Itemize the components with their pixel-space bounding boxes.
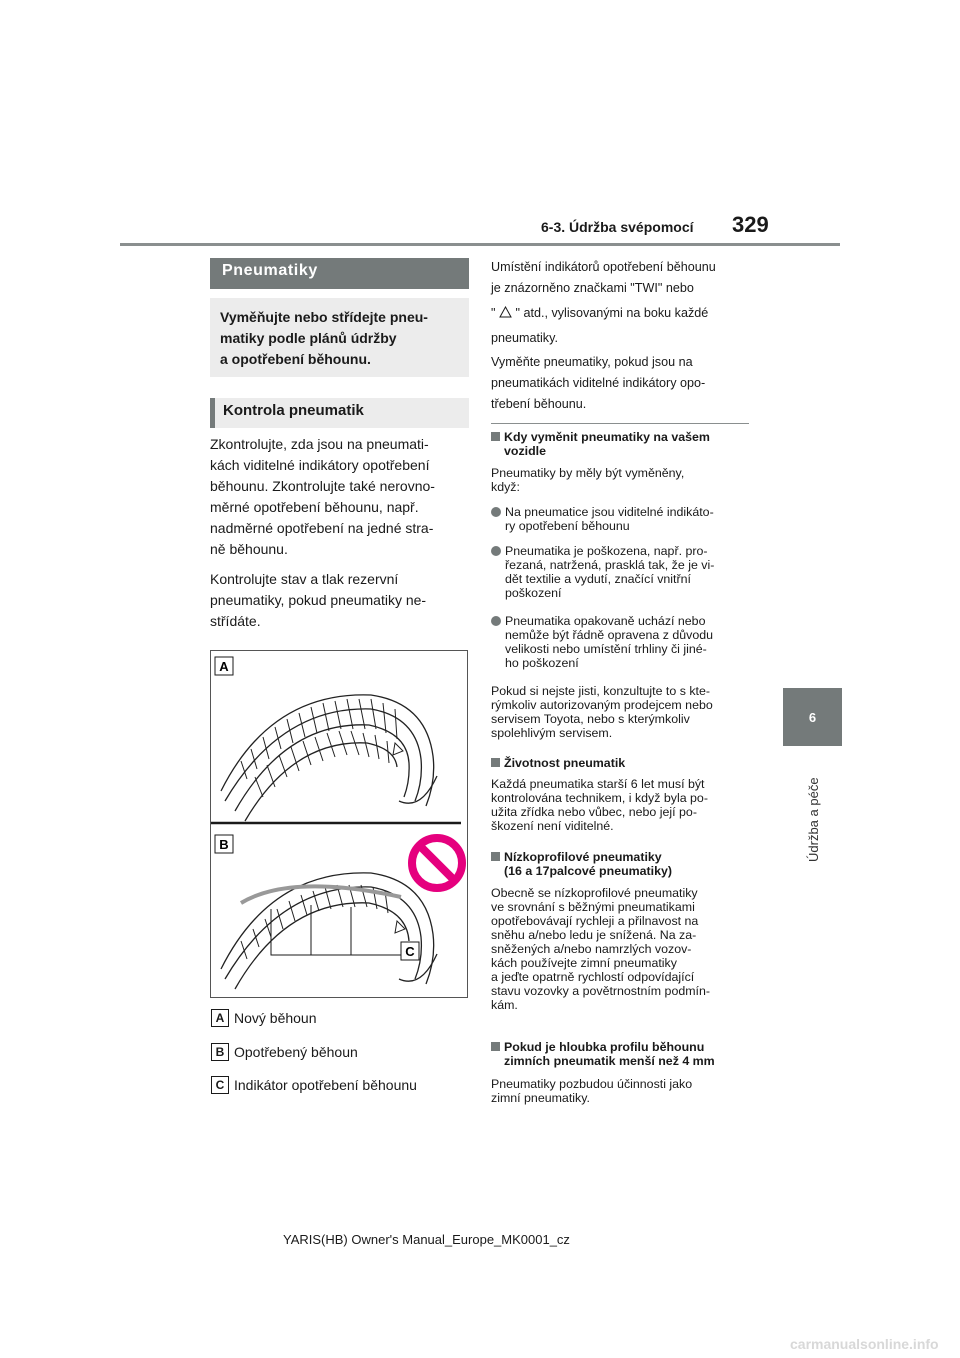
- bullet-damaged-tire: [491, 544, 753, 600]
- paragraph-replace-when-visible: [491, 352, 753, 415]
- intro-line: matiky podle plánů údržby: [220, 330, 397, 346]
- text-line: ve srovnání s běžnými pneumatikami: [491, 900, 695, 914]
- text-line: ně běhounu.: [210, 541, 288, 557]
- tire-new: [221, 695, 437, 821]
- legend-item-b: [211, 1043, 358, 1061]
- text-line: dět textilie a vydutí, značící vnitřní: [505, 572, 691, 586]
- prohibition-icon: [412, 838, 462, 888]
- paragraph-twi-location: [491, 257, 753, 349]
- bullet-icon: [491, 546, 501, 556]
- text-line: pneumatiky, pokud pneumatiky ne-: [210, 592, 427, 608]
- text-line: je znázorněno značkami "TWI" nebo: [491, 281, 694, 295]
- tire-illustration: [211, 651, 467, 997]
- text-line: nadměrné opotřebení na jedné stra-: [210, 520, 434, 536]
- watermark: carmanualsonline.info: [790, 1336, 939, 1352]
- text-line: Pneumatiky pozbudou účinnosti jako: [491, 1077, 693, 1091]
- section-marker-icon: [491, 852, 500, 861]
- text-line: zimní pneumatiky.: [491, 1091, 590, 1105]
- intro-line: Vyměňujte nebo střídejte pneu-: [220, 309, 428, 325]
- chapter-number: 6: [808, 709, 817, 725]
- text-line: užita zřídka nebo vůbec, nebo její po-: [491, 805, 697, 819]
- heading-winter-tread-depth: [491, 1040, 753, 1068]
- heading-line: vozidle: [504, 444, 546, 458]
- text-line: Pokud si nejste jisti, konzultujte to s kte-: [491, 684, 711, 698]
- heading-line: Nízkoprofilové pneumatiky: [504, 850, 662, 864]
- text-line: servisem Toyota, nebo s kterýmkoliv: [491, 712, 690, 726]
- paragraph-check-wear: [210, 434, 472, 560]
- text-line: pneumatikách viditelné indikátory opo-: [491, 376, 706, 390]
- intro-line: a opotřebení běhounu.: [220, 351, 371, 367]
- right-column-divider: [491, 423, 749, 424]
- text-line: kám.: [491, 998, 518, 1012]
- topic-intro-box: [210, 298, 469, 377]
- heading-tire-lifespan: [491, 756, 753, 770]
- text-line: Umístění indikátorů opotřebení běhounu: [491, 260, 716, 274]
- heading-when-to-replace: [491, 430, 753, 458]
- text-line: Pneumatika je poškozena, např. pro-: [505, 544, 708, 558]
- heading-line: Kdy vyměnit pneumatiky na vašem: [504, 430, 710, 444]
- heading-low-profile-tires: [491, 850, 753, 878]
- text-line-with-symbol: [491, 303, 753, 324]
- paragraph-tire-lifespan: [491, 777, 753, 833]
- figure-label-a: A: [219, 659, 229, 674]
- chapter-label-text: Údržba a péče: [806, 777, 821, 862]
- text-line: běhounu. Zkontrolujte také nerovno-: [210, 478, 435, 494]
- text-line: ho poškození: [505, 656, 579, 670]
- footer-manual-id: YARIS(HB) Owner's Manual_Europe_MK0001_cz: [283, 1232, 570, 1247]
- tire-worn: [221, 873, 437, 989]
- text-line: sněžených a/nebo namrzlých vozov-: [491, 942, 692, 956]
- bullet-leaking-tire: [491, 614, 753, 670]
- text-line: Každá pneumatika starší 6 let musí být: [491, 777, 705, 791]
- text-line: kontrolována technikem, i když byla po-: [491, 791, 708, 805]
- text-line: třebení běhounu.: [491, 397, 587, 411]
- wear-indicator-leaders: [271, 905, 401, 955]
- section-title: 6-3. Údržba svépomocí: [541, 219, 694, 235]
- legend-text: Nový běhoun: [234, 1010, 317, 1026]
- figure-label-b: B: [219, 837, 229, 852]
- bullet-icon: [491, 616, 501, 626]
- chapter-tab[interactable]: [783, 688, 842, 746]
- paragraph-winter-tread-depth: [491, 1077, 753, 1105]
- text-line: když:: [491, 480, 520, 494]
- legend-badge-a: A: [211, 1009, 229, 1027]
- heading-line: zimních pneumatik menší než 4 mm: [504, 1054, 715, 1068]
- text-line: řezaná, natržená, prasklá tak, že je vi-: [505, 558, 715, 572]
- legend-badge-c: C: [211, 1076, 229, 1094]
- text-line: Pneumatika opakovaně uchází nebo: [505, 614, 706, 628]
- chapter-label: [806, 760, 822, 880]
- text-line: ry opotřebení běhounu: [505, 519, 630, 533]
- text-line: kách viditelné indikátory opotřebení: [210, 457, 430, 473]
- text-line: opotřebovávají rychleji a přilnavost na: [491, 914, 699, 928]
- text-line: a jeďte opatrně rychlostí odpovídající: [491, 970, 695, 984]
- bullet-wear-indicators: [491, 505, 753, 533]
- heading-line: Životnost pneumatik: [504, 756, 626, 770]
- page-number: 329: [732, 212, 769, 237]
- paragraph-low-profile-tires: [491, 886, 753, 1012]
- heading-line: Pokud je hloubka profilu běhounu: [504, 1040, 705, 1054]
- legend-badge-b: B: [211, 1043, 229, 1061]
- text-line: střídáte.: [210, 613, 261, 629]
- legend-item-a: [211, 1009, 317, 1027]
- legend-text: Opotřebený běhoun: [234, 1044, 358, 1060]
- text-line: velikosti nebo umístění trhliny či jiné-: [505, 642, 707, 656]
- page-topic-title: Pneumatiky: [210, 258, 469, 289]
- figure-label-c: C: [405, 944, 415, 959]
- text-line: měrné opotřebení běhounu, např.: [210, 499, 419, 515]
- section-marker-icon: [491, 432, 500, 441]
- text-line: rýmkoliv autorizovaným prodejcem nebo: [491, 698, 713, 712]
- text-line: Vyměňte pneumatiky, pokud jsou na: [491, 355, 693, 369]
- paragraph-replace-intro: [491, 466, 753, 494]
- triangle-icon: [499, 306, 512, 318]
- text-line: sněhu a/nebo ledu je snížená. Na za-: [491, 928, 697, 942]
- section-marker-icon: [491, 758, 500, 767]
- text-line: Obecně se nízkoprofilové pneumatiky: [491, 886, 698, 900]
- text-fragment: ": [491, 306, 499, 320]
- paragraph-spare-tire: [210, 569, 472, 632]
- paragraph-consult-dealer: [491, 684, 753, 740]
- text-line: Na pneumatice jsou viditelné indikáto-: [505, 505, 714, 519]
- text-line: spolehlivým servisem.: [491, 726, 613, 740]
- text-line: škození není viditelné.: [491, 819, 614, 833]
- text-line: Kontrolujte stav a tlak rezervní: [210, 571, 399, 587]
- header-divider: [120, 243, 840, 246]
- subheading-tire-check: Kontrola pneumatik: [210, 398, 469, 428]
- tire-wear-figure: [210, 650, 468, 998]
- text-line: stavu vozovky a povětrnostním podmín-: [491, 984, 711, 998]
- text-line: Zkontrolujte, zda jsou na pneumati-: [210, 436, 429, 452]
- bullet-icon: [491, 507, 501, 517]
- text-line: kách používejte zimní pneumatiky: [491, 956, 677, 970]
- legend-text: Indikátor opotřebení běhounu: [234, 1077, 417, 1093]
- heading-line: (16 a 17palcové pneumatiky): [504, 864, 673, 878]
- text-line: nemůže být řádně opravena z důvodu: [505, 628, 714, 642]
- text-fragment: " atd., vylisovanými na boku každé: [511, 306, 709, 320]
- text-line: poškození: [505, 586, 562, 600]
- legend-item-c: [211, 1076, 417, 1094]
- text-line: pneumatiky.: [491, 331, 558, 345]
- text-line: Pneumatiky by měly být vyměněny,: [491, 466, 685, 480]
- section-marker-icon: [491, 1042, 500, 1051]
